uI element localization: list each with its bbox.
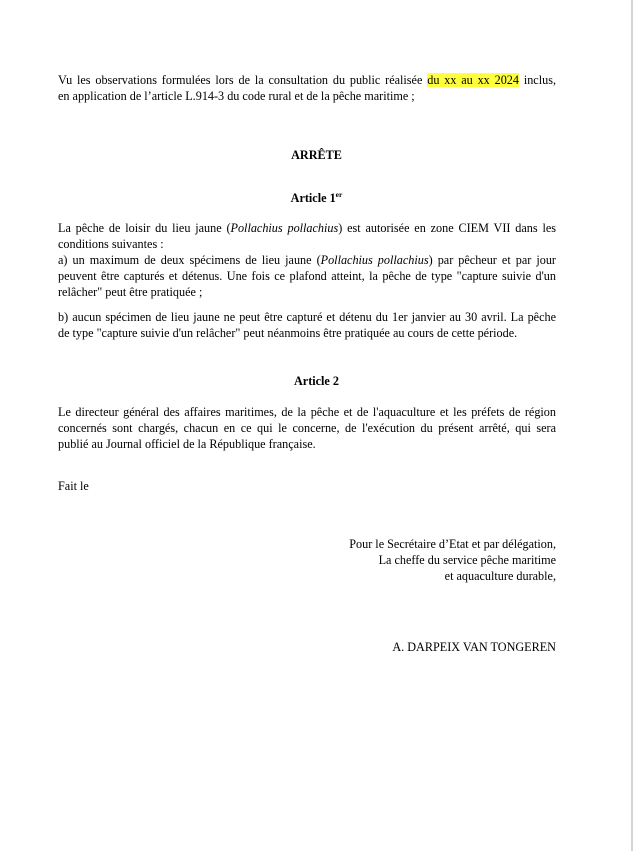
article-1-intro-line-2: conditions suivantes :	[58, 237, 164, 251]
consultation-paragraph	[58, 72, 556, 104]
article-2-line-2: concernés sont chargés, chacun en ce qui le concerne, de l'exécution du présent arrêté, qui sera	[58, 421, 556, 435]
signature-line-3: et aquaculture durable,	[444, 569, 556, 583]
article-1-a-line-2: peuvent être capturés et détenus. Une fois ce plafond atteint, la pêche de type "capture suivie d'un	[58, 269, 556, 283]
signature-line-1: Pour le Secrétaire d’Etat et par délégation,	[349, 537, 556, 551]
consultation-line-2: en application de l’article L.914-3 du code rural et de la pêche maritime ;	[58, 89, 415, 103]
article-2-line-3: publié au Journal officiel de la République française.	[58, 437, 316, 451]
article-2-heading: Article 2	[293, 374, 339, 388]
article-1-intro	[58, 220, 556, 300]
article-2-body	[58, 404, 556, 452]
article-1-intro-line-1: La pêche de loisir du lieu jaune (Pollachius pollachius) est autorisée en zone CIEM VII dans les	[58, 221, 556, 235]
signature-delegation	[349, 536, 556, 584]
article-1-b-line-1: b) aucun spécimen de lieu jaune ne peut être capturé et détenu du 1er janvier au 30 avril. La pêche	[58, 310, 556, 324]
article-1-b	[58, 309, 556, 341]
species-name: Pollachius pollachius	[320, 253, 429, 267]
consultation-line-1: Vu les observations formulées lors de la consultation du public réalisée du xx au xx 2024 inclus,	[58, 73, 556, 87]
signatory-name-text: A. DARPEIX VAN TONGEREN	[392, 640, 556, 654]
fait-le-text: Fait le	[58, 479, 89, 493]
article-1-superscript: er	[335, 190, 343, 199]
highlighted-date-placeholder: du xx au xx 2024	[427, 73, 519, 87]
fait-le	[58, 478, 556, 494]
signature-line-2: La cheffe du service pêche maritime	[378, 553, 556, 567]
arrete-heading: ARRÊTE	[291, 148, 342, 162]
signatory-name	[392, 639, 556, 655]
article-1-a-line-3: relâcher" peut être pratiquée ;	[58, 285, 203, 299]
article-2-line-1: Le directeur général des affaires maritimes, de la pêche et de l'aquaculture et les préfets de région	[58, 405, 556, 419]
article-1-heading: Article 1er	[290, 190, 343, 205]
article-1-a-line-1: a) un maximum de deux spécimens de lieu jaune (Pollachius pollachius) par pêcheur et par jour	[58, 253, 556, 267]
species-name: Pollachius pollachius	[230, 221, 339, 235]
article-1-b-line-2: de type "capture suivie d'un relâcher" peut néanmoins être pratiquée au cours de cette période.	[58, 326, 518, 340]
